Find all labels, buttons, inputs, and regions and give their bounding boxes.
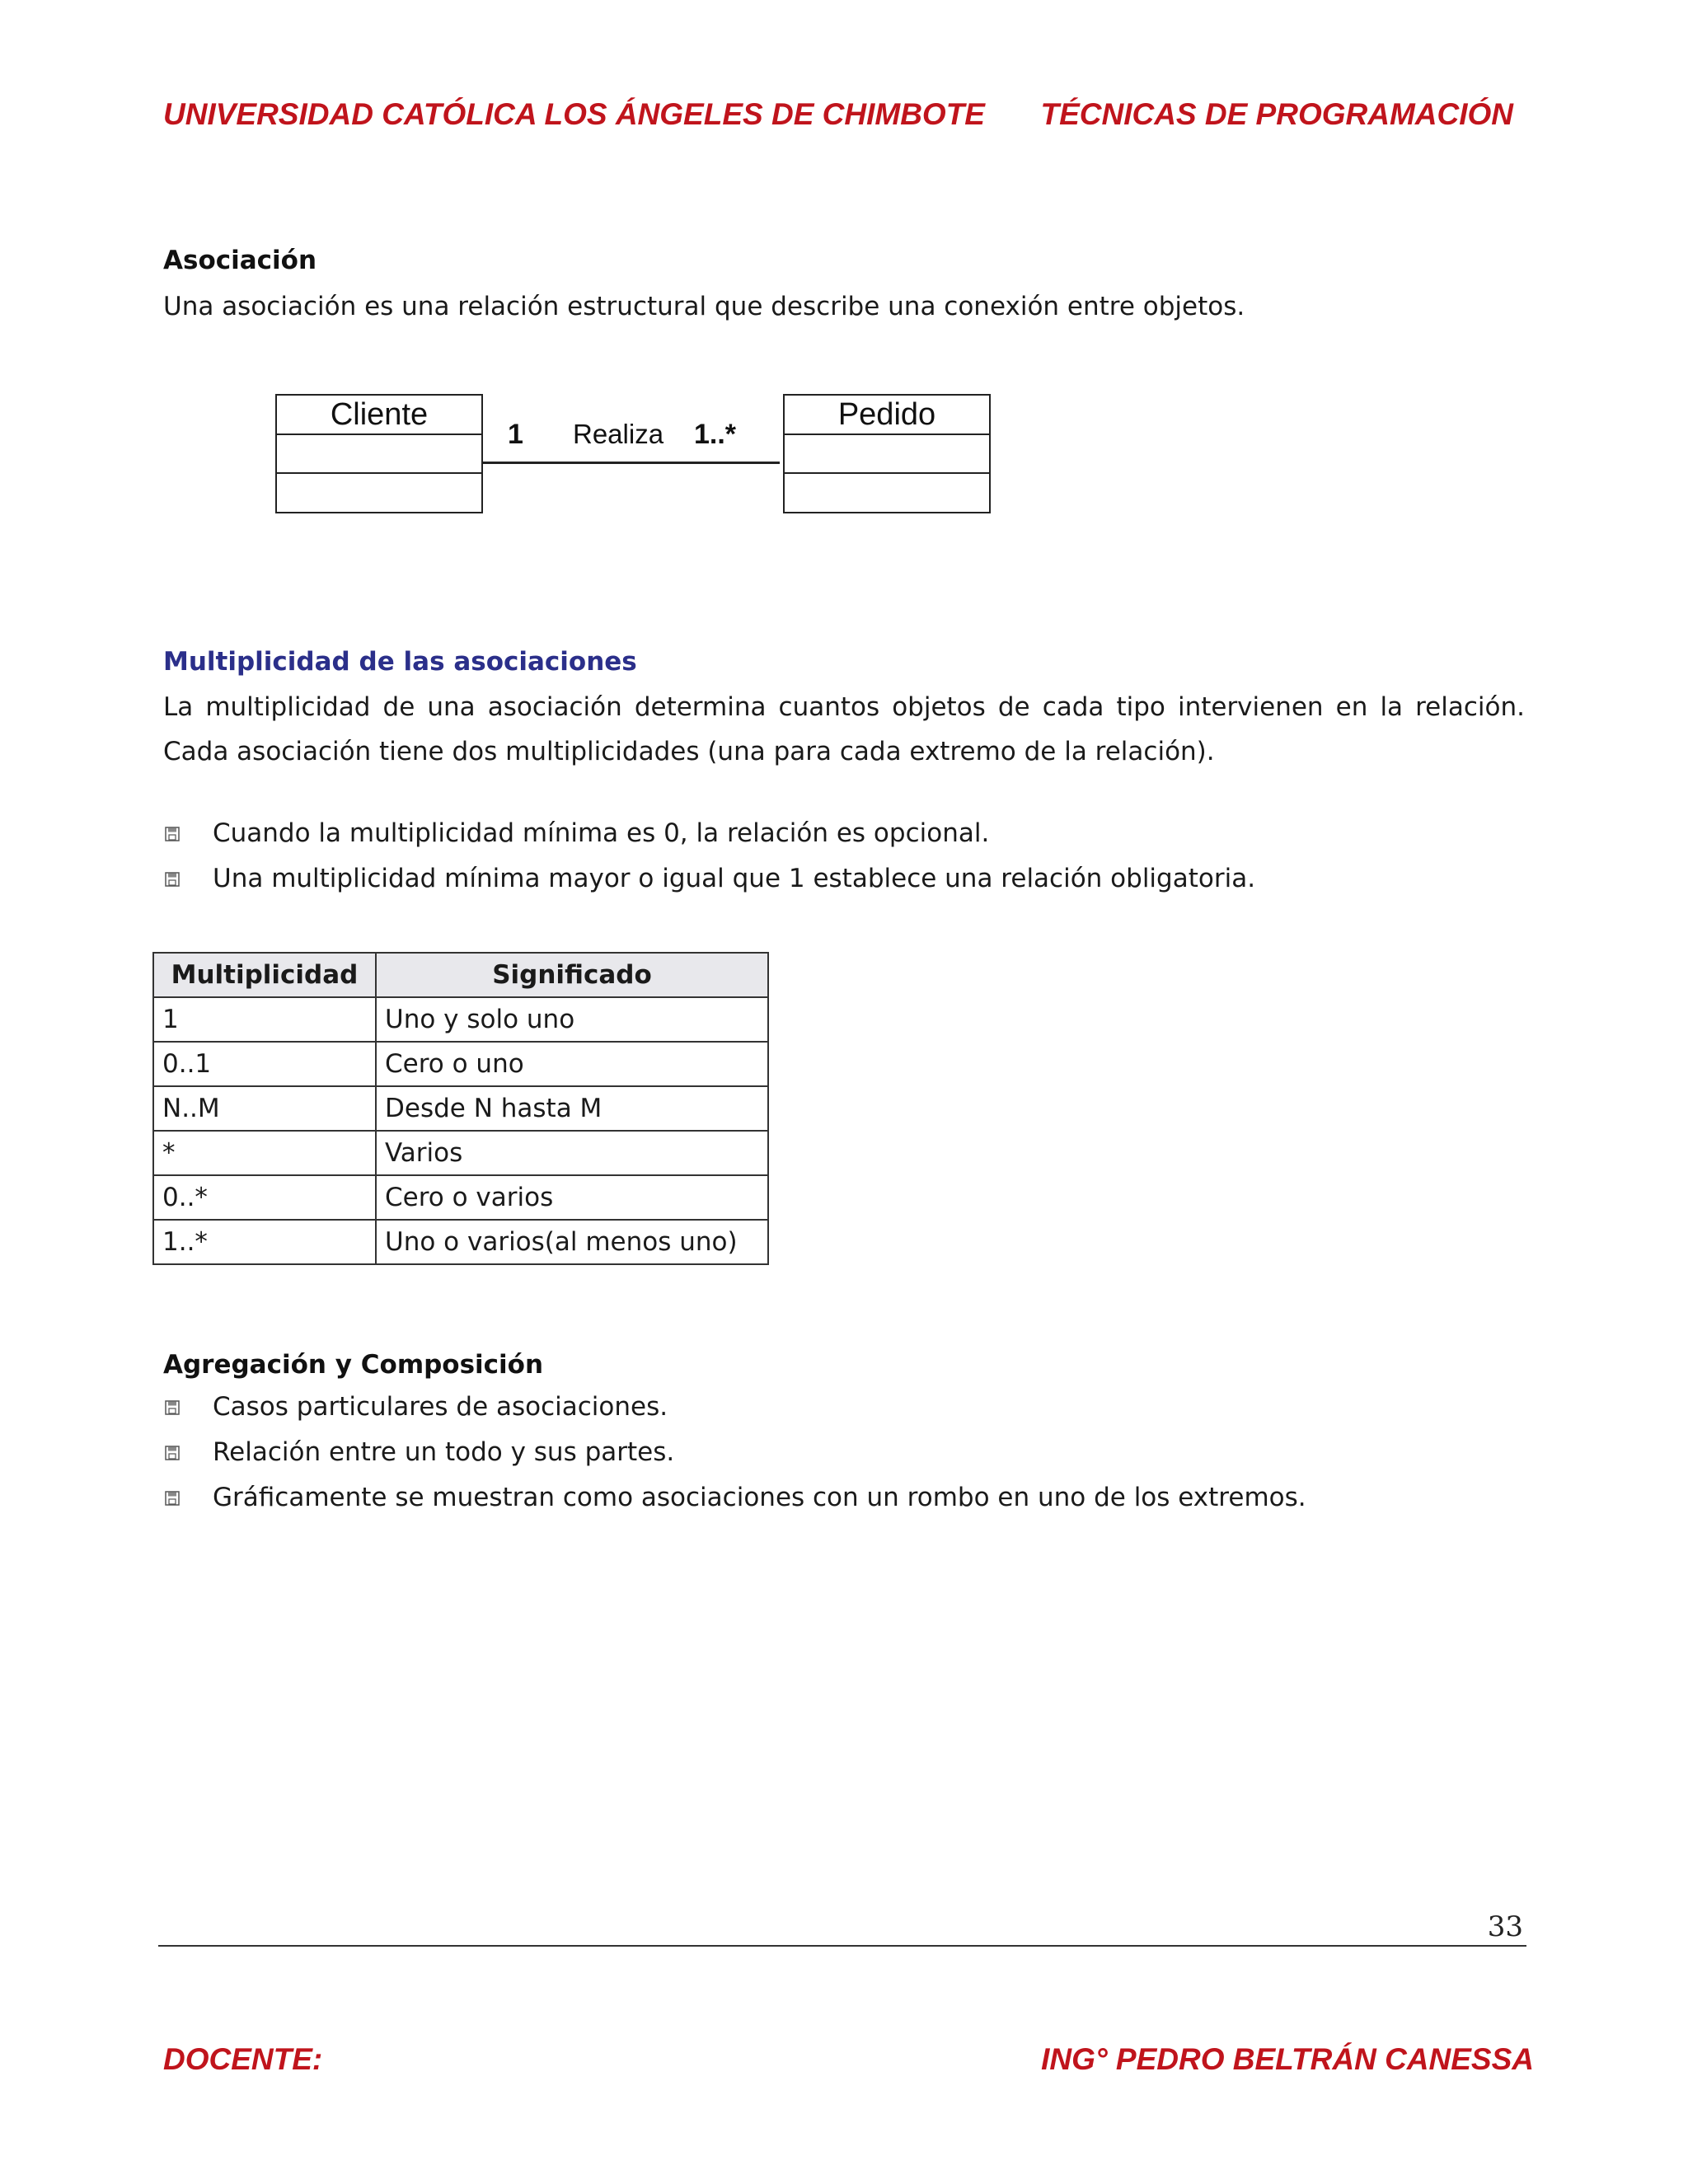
class-attributes <box>277 435 481 474</box>
cell-meaning: Cero o uno <box>376 1042 768 1086</box>
multiplicity-table <box>152 952 769 1265</box>
class-name-pedido: Pedido <box>785 396 989 435</box>
header-course: TÉCNICAS DE PROGRAMACIÓN <box>1040 97 1513 131</box>
cell-multiplicity: * <box>153 1131 376 1175</box>
association-line <box>483 462 780 464</box>
class-box-pedido <box>783 394 991 513</box>
cell-meaning: Varios <box>376 1131 768 1175</box>
multiplicidad-text: La multiplicidad de una asociación determina cuantos objetos de cada tipo intervienen en la relación. Cada asociación tiene dos multiplicidades (una para cada extremo de la relación). <box>163 692 1525 766</box>
table-row <box>153 1042 768 1086</box>
cell-multiplicity: 1..* <box>153 1220 376 1264</box>
asociacion-heading: Asociación <box>163 246 317 275</box>
class-operations <box>277 474 481 512</box>
header-significado: Significado <box>376 953 768 997</box>
floppy-disk-icon <box>165 1400 180 1415</box>
cell-meaning: Uno o varios(al menos uno) <box>376 1220 768 1264</box>
floppy-disk-icon <box>165 827 180 841</box>
table-header-row <box>153 953 768 997</box>
class-name-cliente: Cliente <box>277 396 481 435</box>
class-box-cliente <box>275 394 483 513</box>
cell-multiplicity: 0..* <box>153 1175 376 1220</box>
multiplicity-right: 1..* <box>694 419 737 450</box>
table-row <box>153 1220 768 1264</box>
footer-docente-label: DOCENTE: <box>163 2042 323 2076</box>
cell-multiplicity: 0..1 <box>153 1042 376 1086</box>
class-attributes <box>785 435 989 474</box>
cell-meaning: Uno y solo uno <box>376 997 768 1042</box>
footer-divider <box>158 1945 1526 1947</box>
header-multiplicidad: Multiplicidad <box>153 953 376 997</box>
cell-meaning: Cero o varios <box>376 1175 768 1220</box>
multiplicidad-heading: Multiplicidad de las asociaciones <box>163 647 637 677</box>
floppy-disk-icon <box>165 1446 180 1460</box>
class-operations <box>785 474 989 512</box>
page-number: 33 <box>1487 1910 1523 1943</box>
association-name: Realiza <box>573 419 664 449</box>
table-row <box>153 1131 768 1175</box>
document-page: UNIVERSIDAD CATÓLICA LOS ÁNGELES DE CHIMBOTE TÉCNICAS DE PROGRAMACIÓN Asociación Una asociación es una relación estructural que describe una conexión entre objetos. Cliente 1 Realiza 1..* Pedido Multiplicidad de las asociaciones La multiplicidad de una asociación determina cuantos objetos de cada tipo intervienen en la relación. Cada asociación tiene dos multiplicidades (una para cada extremo de la relación). Cuando la multiplicidad mínima es 0, la relación es opcional. Una multiplicidad mínima mayor o igual que 1 establece una relación obligatoria. Multiplicidad Significado 1 Uno y solo uno 0..1 Cero o uno N..M Desde N hasta M * Varios 0..* Cero o varios 1..* Uno o varios(al menos uno) Agregación y Composición Casos particulares de asociaciones. Relación entre un todo y sus partes. Gráficamente se muestran como asociaciones con un rombo en uno de los extremos. 33 DOCENTE: ING° PEDRO BELTRÁN CANESSA <box>0 0 1688 2184</box>
header-university: UNIVERSIDAD CATÓLICA LOS ÁNGELES DE CHIMBOTE <box>163 97 985 131</box>
asociacion-text: Una asociación es una relación estructural que describe una conexión entre objetos. <box>163 292 1245 321</box>
table-row <box>153 997 768 1042</box>
footer-teacher-name: ING° PEDRO BELTRÁN CANESSA <box>1041 2042 1534 2076</box>
cell-multiplicity: N..M <box>153 1086 376 1131</box>
multiplicity-left: 1 <box>508 419 523 450</box>
table-row <box>153 1086 768 1131</box>
cell-multiplicity: 1 <box>153 997 376 1042</box>
floppy-disk-icon <box>165 1491 180 1506</box>
cell-meaning: Desde N hasta M <box>376 1086 768 1131</box>
agregacion-heading: Agregación y Composición <box>163 1350 544 1380</box>
table-row <box>153 1175 768 1220</box>
floppy-disk-icon <box>165 872 180 887</box>
